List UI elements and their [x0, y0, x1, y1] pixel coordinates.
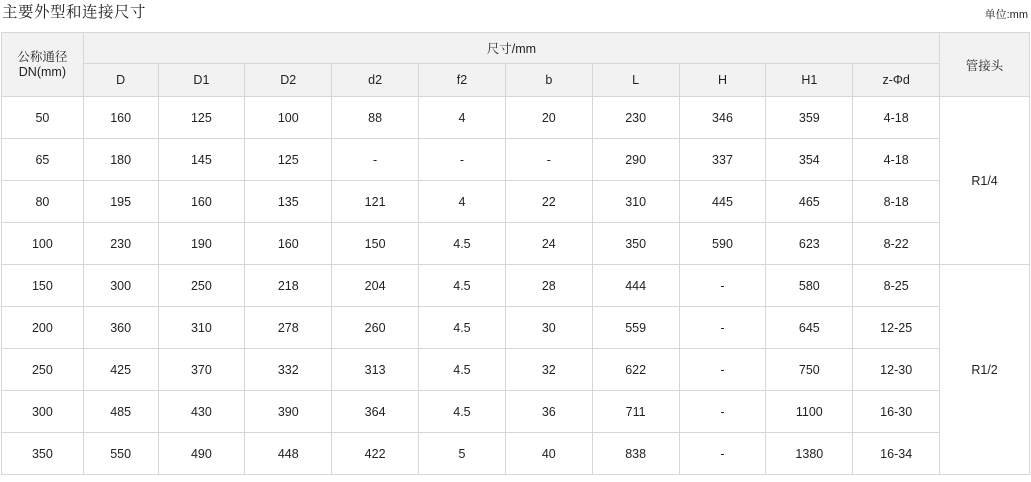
header-col-H: H [679, 64, 766, 97]
header-nominal-diameter-line2: DN(mm) [18, 64, 66, 79]
cell-H1: 750 [766, 349, 853, 391]
cell-b: 30 [505, 307, 592, 349]
header-nominal-diameter [2, 33, 84, 97]
cell-H: 445 [679, 181, 766, 223]
cell-L: 350 [592, 223, 679, 265]
cell-D: 360 [83, 307, 158, 349]
cell-L: 444 [592, 265, 679, 307]
cell-D2: 278 [245, 307, 332, 349]
cell-L: 622 [592, 349, 679, 391]
header-pipe-joint: 管接头 [940, 33, 1030, 97]
cell-H: - [679, 349, 766, 391]
cell-L: 310 [592, 181, 679, 223]
table-row [2, 265, 1030, 307]
cell-H1: 359 [766, 97, 853, 139]
cell-D2: 135 [245, 181, 332, 223]
cell-H1: 580 [766, 265, 853, 307]
header-col-D1: D1 [158, 64, 245, 97]
cell-f2: 4.5 [419, 349, 506, 391]
cell-d2: 204 [332, 265, 419, 307]
cell-D2: 390 [245, 391, 332, 433]
cell-zd: 4-18 [853, 139, 940, 181]
cell-b: 32 [505, 349, 592, 391]
cell-dn: 150 [2, 265, 84, 307]
table-row [2, 97, 1030, 139]
table-row [2, 181, 1030, 223]
cell-d2: 364 [332, 391, 419, 433]
table-row [2, 433, 1030, 475]
cell-D1: 430 [158, 391, 245, 433]
cell-D1: 125 [158, 97, 245, 139]
table-body [2, 97, 1030, 475]
cell-d2: - [332, 139, 419, 181]
header-col-zd: z-Φd [853, 64, 940, 97]
cell-b: 40 [505, 433, 592, 475]
table-row [2, 307, 1030, 349]
cell-dn: 350 [2, 433, 84, 475]
cell-D2: 218 [245, 265, 332, 307]
cell-zd: 12-25 [853, 307, 940, 349]
cell-f2: - [419, 139, 506, 181]
table-header [2, 33, 1030, 97]
cell-dn: 250 [2, 349, 84, 391]
cell-dn: 100 [2, 223, 84, 265]
cell-zd: 8-18 [853, 181, 940, 223]
cell-dn: 200 [2, 307, 84, 349]
cell-L: 559 [592, 307, 679, 349]
cell-D2: 100 [245, 97, 332, 139]
header-col-f2: f2 [419, 64, 506, 97]
cell-D2: 125 [245, 139, 332, 181]
header-col-d2: d2 [332, 64, 419, 97]
cell-D: 160 [83, 97, 158, 139]
cell-b: 36 [505, 391, 592, 433]
cell-D1: 370 [158, 349, 245, 391]
cell-d2: 88 [332, 97, 419, 139]
cell-b: 20 [505, 97, 592, 139]
cell-D: 485 [83, 391, 158, 433]
cell-b: - [505, 139, 592, 181]
cell-H1: 1100 [766, 391, 853, 433]
cell-D1: 310 [158, 307, 245, 349]
cell-D: 425 [83, 349, 158, 391]
table-row [2, 139, 1030, 181]
cell-f2: 4.5 [419, 391, 506, 433]
cell-L: 838 [592, 433, 679, 475]
cell-zd: 4-18 [853, 97, 940, 139]
cell-zd: 12-30 [853, 349, 940, 391]
cell-D1: 490 [158, 433, 245, 475]
cell-b: 22 [505, 181, 592, 223]
cell-f2: 5 [419, 433, 506, 475]
cell-D: 180 [83, 139, 158, 181]
cell-D2: 448 [245, 433, 332, 475]
cell-f2: 4.5 [419, 265, 506, 307]
cell-D: 195 [83, 181, 158, 223]
cell-zd: 8-22 [853, 223, 940, 265]
cell-d2: 150 [332, 223, 419, 265]
cell-H1: 645 [766, 307, 853, 349]
table-row [2, 349, 1030, 391]
header-col-H1: H1 [766, 64, 853, 97]
title-row [0, 0, 1031, 32]
cell-b: 28 [505, 265, 592, 307]
cell-f2: 4 [419, 181, 506, 223]
header-dimension-group: 尺寸/mm [83, 33, 939, 64]
cell-L: 711 [592, 391, 679, 433]
cell-zd: 16-34 [853, 433, 940, 475]
cell-d2: 260 [332, 307, 419, 349]
cell-joint-group-1: R1/4 [940, 97, 1030, 265]
header-col-L: L [592, 64, 679, 97]
cell-joint-group-2: R1/2 [940, 265, 1030, 475]
cell-D: 230 [83, 223, 158, 265]
cell-H: - [679, 307, 766, 349]
cell-f2: 4.5 [419, 223, 506, 265]
table-row [2, 391, 1030, 433]
cell-H: - [679, 391, 766, 433]
cell-D1: 190 [158, 223, 245, 265]
cell-dn: 80 [2, 181, 84, 223]
cell-H1: 465 [766, 181, 853, 223]
cell-f2: 4 [419, 97, 506, 139]
cell-H: 590 [679, 223, 766, 265]
page-title: 主要外型和连接尺寸 [2, 4, 147, 21]
cell-D1: 250 [158, 265, 245, 307]
cell-L: 230 [592, 97, 679, 139]
header-col-b: b [505, 64, 592, 97]
cell-dn: 300 [2, 391, 84, 433]
cell-d2: 313 [332, 349, 419, 391]
cell-zd: 16-30 [853, 391, 940, 433]
header-nominal-diameter-line1: 公称通径 [17, 49, 68, 64]
cell-d2: 422 [332, 433, 419, 475]
cell-zd: 8-25 [853, 265, 940, 307]
cell-dn: 50 [2, 97, 84, 139]
header-row-2 [2, 64, 1030, 97]
cell-f2: 4.5 [419, 307, 506, 349]
cell-H: 346 [679, 97, 766, 139]
header-col-D: D [83, 64, 158, 97]
cell-H: 337 [679, 139, 766, 181]
cell-D: 300 [83, 265, 158, 307]
unit-note: 单位:mm [984, 9, 1028, 21]
cell-L: 290 [592, 139, 679, 181]
header-col-D2: D2 [245, 64, 332, 97]
cell-D1: 145 [158, 139, 245, 181]
cell-D2: 332 [245, 349, 332, 391]
cell-H: - [679, 265, 766, 307]
cell-D2: 160 [245, 223, 332, 265]
table-row [2, 223, 1030, 265]
cell-H1: 354 [766, 139, 853, 181]
cell-H1: 1380 [766, 433, 853, 475]
cell-b: 24 [505, 223, 592, 265]
cell-D1: 160 [158, 181, 245, 223]
cell-dn: 65 [2, 139, 84, 181]
cell-H: - [679, 433, 766, 475]
header-row-1 [2, 33, 1030, 64]
cell-D: 550 [83, 433, 158, 475]
dimensions-table [1, 32, 1030, 475]
cell-H1: 623 [766, 223, 853, 265]
cell-d2: 121 [332, 181, 419, 223]
